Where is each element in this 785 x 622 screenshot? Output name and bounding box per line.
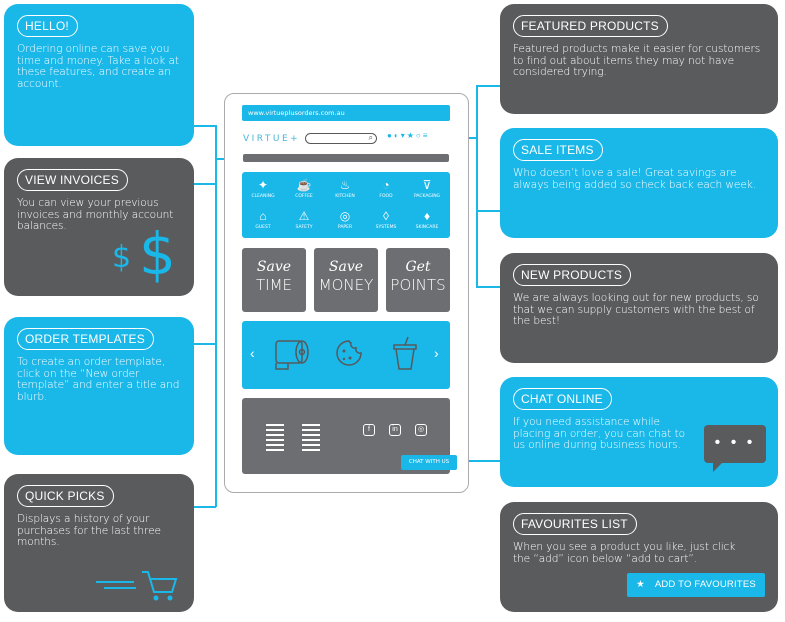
- connector-new: [476, 286, 500, 288]
- chat-bubble-icon: • • •: [704, 425, 766, 463]
- chat-online-text: If you need assistance while placing an order, you can chat to us online during business hours.: [513, 416, 686, 452]
- header-icons[interactable]: [387, 131, 429, 140]
- order-templates-text: To create an order template, click on the “New order template” and enter a title and blurb.: [17, 356, 180, 403]
- connector-invoices: [194, 183, 216, 185]
- featured-products-card: [500, 4, 778, 114]
- add-to-favourites-button[interactable]: [627, 573, 765, 597]
- new-products-title: NEW PRODUCTS: [513, 264, 631, 286]
- sale-items-card: [500, 128, 778, 238]
- category-safety[interactable]: ⚠ SAFETY: [284, 209, 324, 230]
- hanger-icon: ⌂: [259, 209, 267, 223]
- connector-templates: [194, 343, 216, 345]
- category-kitchen[interactable]: ♨ KITCHEN: [325, 178, 365, 199]
- categories-grid: [242, 172, 450, 238]
- chevron-right-icon[interactable]: ›: [434, 345, 439, 361]
- logo[interactable]: VIRTUE+: [243, 134, 301, 144]
- sparkle-icon: ✦: [257, 178, 269, 192]
- dollar-large-icon: $: [139, 220, 176, 288]
- view-invoices-card: [4, 158, 194, 296]
- toilet-roll-icon: ◎: [339, 209, 351, 223]
- category-paper[interactable]: ◎ PAPER: [325, 209, 365, 230]
- order-templates-card: [4, 317, 194, 455]
- quick-picks-text: Displays a history of your purchases for the last three months.: [17, 513, 161, 549]
- footer-links-column-1[interactable]: [266, 424, 284, 454]
- instagram-icon[interactable]: ◎: [415, 424, 427, 436]
- chevron-left-icon[interactable]: ‹: [250, 345, 255, 361]
- basket-icon[interactable]: ◐: [393, 131, 401, 140]
- linkedin-icon[interactable]: in: [389, 424, 401, 436]
- favourites-list-text: When you see a product you like, just click the “add” icon below “add to cart”.: [513, 541, 736, 565]
- add-to-favourites-label: ADD TO FAVOURITES: [654, 579, 756, 590]
- drink-cup-icon: [392, 335, 418, 371]
- view-invoices-text: You can view your previous invoices and monthly account balances.: [17, 197, 174, 233]
- hello-title: HELLO!: [17, 15, 78, 37]
- menu-icon[interactable]: ≡: [422, 131, 430, 140]
- star-small-icon[interactable]: ★: [406, 131, 416, 140]
- toilet-roll-icon: [274, 335, 310, 371]
- category-coffee[interactable]: ☕ COFFEE: [284, 178, 324, 199]
- coffee-icon: ☕: [296, 178, 312, 192]
- chat-bubble-tail: [713, 462, 723, 472]
- connector-featured: [476, 85, 500, 87]
- cart-icon: [92, 570, 178, 602]
- featured-products-text: Featured products make it easier for customers to find out about items they may not have considered trying.: [513, 43, 761, 79]
- sale-items-title: SALE ITEMS: [513, 139, 603, 161]
- search-icon: ⌕: [368, 133, 373, 142]
- promo-save-time[interactable]: Save TIME: [242, 248, 306, 312]
- sale-items-text: Who doesn’t love a sale! Great savings are always being added so check back each week.: [513, 167, 757, 191]
- view-invoices-title: VIEW INVOICES: [17, 169, 128, 191]
- dollar-small-icon: $: [112, 240, 132, 275]
- cart-small-icon[interactable]: ▾: [400, 131, 407, 140]
- search-input[interactable]: [305, 133, 377, 144]
- nav-bar[interactable]: [243, 154, 449, 162]
- order-templates-title: ORDER TEMPLATES: [17, 328, 154, 350]
- category-food[interactable]: ◔ FOOD: [366, 178, 406, 199]
- category-systems[interactable]: ◊ SYSTEMS: [366, 209, 406, 230]
- cookie-icon: ◔: [382, 178, 390, 192]
- connector-quickpicks: [194, 506, 216, 508]
- category-cleaning[interactable]: ✦ CLEANING: [243, 178, 283, 199]
- warning-icon: ⚠: [298, 209, 310, 223]
- user-icon[interactable]: ●: [387, 131, 394, 140]
- url-bar[interactable]: www.virtueplusorders.com.au: [242, 105, 450, 121]
- chat-online-title: CHAT ONLINE: [513, 388, 612, 410]
- hello-card: [4, 4, 194, 146]
- connector-hello: [194, 125, 216, 127]
- featured-carousel: [242, 321, 450, 389]
- drop-icon: ♦: [423, 209, 431, 223]
- connector-chat: [464, 460, 500, 462]
- search-small-icon[interactable]: ○: [415, 131, 423, 140]
- favourites-list-title: FAVOURITES LIST: [513, 513, 637, 535]
- chat-with-us-button[interactable]: CHAT WITH US: [401, 455, 457, 470]
- quick-picks-card: [4, 474, 194, 612]
- drops-icon: ◊: [383, 209, 389, 223]
- new-products-text: We are always looking out for new products, so that we can supply customers with the best of the best!: [513, 292, 759, 328]
- phone-mockup: [224, 93, 469, 493]
- category-guest[interactable]: ⌂ GUEST: [243, 209, 283, 230]
- featured-products-title: FEATURED PRODUCTS: [513, 15, 668, 37]
- category-skincare[interactable]: ♦ SKINCARE: [407, 209, 447, 230]
- chef-hat-icon: ♨: [339, 178, 351, 192]
- promo-save-money[interactable]: Save MONEY: [314, 248, 378, 312]
- facebook-icon[interactable]: f: [363, 424, 375, 436]
- cup-icon: ⊽: [422, 178, 432, 192]
- connector-right-vertical: [476, 85, 478, 287]
- new-products-card: [500, 253, 778, 363]
- footer-links-column-2[interactable]: [302, 424, 320, 454]
- category-packaging[interactable]: ⊽ PACKAGING: [407, 178, 447, 199]
- hello-text: Ordering online can save you time and money. Take a look at these features, and create an account.: [17, 43, 179, 90]
- star-icon: ★: [636, 579, 645, 590]
- cookie-icon: [334, 338, 364, 368]
- promo-get-points[interactable]: Get POINTS: [386, 248, 450, 312]
- quick-picks-title: QUICK PICKS: [17, 485, 114, 507]
- connector-sale: [476, 210, 500, 212]
